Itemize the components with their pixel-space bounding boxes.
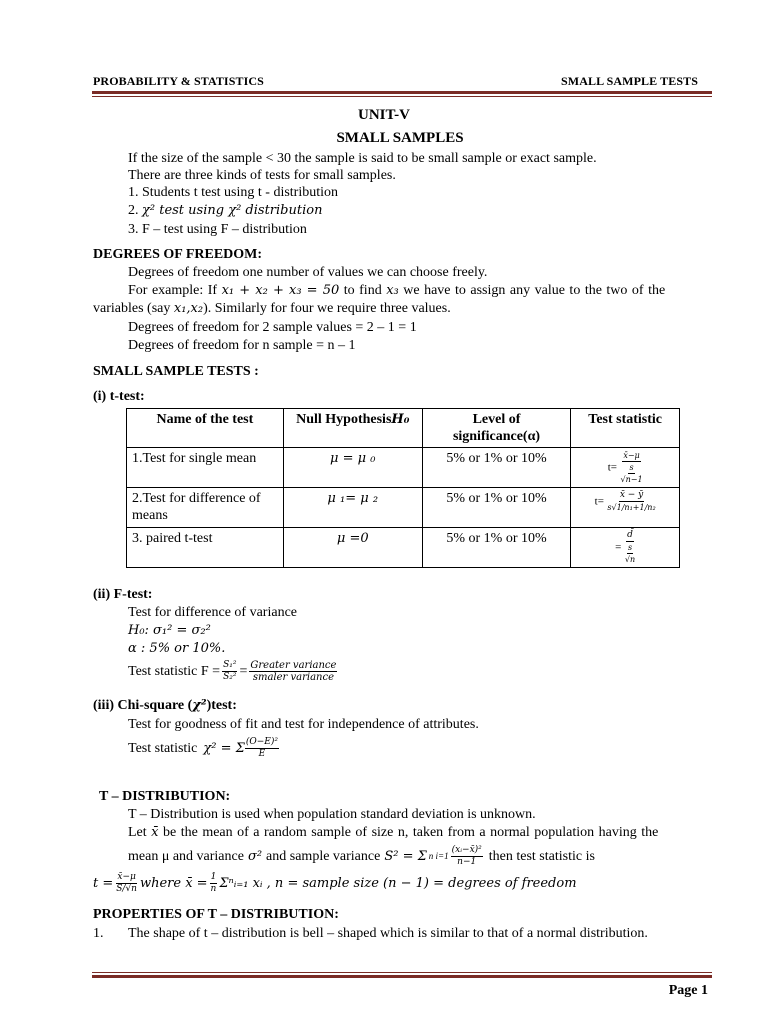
chi-line-1: Test for goodness of fit and test for independence of attributes. (128, 717, 479, 732)
row1-null (283, 448, 422, 488)
header-rule-thin (92, 96, 712, 97)
row2-stat-den-b: 1/n₂ (639, 503, 656, 512)
dof-line-2 (128, 282, 665, 299)
tdist-line-4 (93, 872, 577, 895)
ttest-table (126, 408, 680, 568)
chi-den: E (258, 749, 266, 759)
table-row (127, 528, 680, 568)
table-row (127, 488, 680, 528)
tdist-line-3-m2: S² = Σ (384, 849, 427, 864)
row2-null (283, 488, 422, 528)
dof-line-2-a: For example: If (128, 283, 218, 298)
col-null-label: Null Hypothesis (296, 412, 392, 427)
intro-item-2 (128, 202, 322, 219)
row3-level: 5% or 1% or 10% (422, 528, 571, 568)
chi-heading-b: )test: (206, 698, 237, 713)
ftest-line-2: H₀: σ₁² = σ₂² (128, 623, 211, 638)
row1-stat-inner (621, 462, 643, 485)
ftest-frac-var (249, 660, 337, 683)
chi-heading-math: χ² (192, 698, 207, 713)
tdist-line-3-b: and sample variance (266, 849, 381, 864)
dof-line-3-a: variables (say (93, 301, 171, 316)
row2-stat (571, 488, 680, 528)
ftest-stat: Test statistic F = $\frac{\text{S₁²}}{\text{S₂²}}$ = $\frac{\text{Greater variance}}{\text{smaler variance}}$ (128, 660, 337, 683)
table-row (127, 448, 680, 488)
page-number: Page 1 (668, 983, 708, 998)
row2-stat-den-s: s (607, 503, 612, 512)
footer-rule-thin (92, 972, 712, 973)
col-level: Level of significance(α) (422, 409, 571, 448)
tdist-line-4-onen (210, 872, 218, 895)
dof-line-2-math2: x₃ (386, 283, 399, 298)
section-title: SMALL SAMPLES (336, 130, 464, 146)
row3-stat-frac (625, 530, 635, 565)
tdist-line-3-c: then test statistic is (488, 849, 595, 864)
intro-item-3: 3. F – test using F – distribution (128, 222, 307, 237)
row3-name: 3. paired t-test (127, 528, 284, 568)
tdist-line-4-t: t = (93, 876, 114, 891)
props-heading: PROPERTIES OF T – DISTRIBUTION: (93, 907, 339, 922)
row1-stat-den-top: s (629, 463, 634, 472)
tdist-heading: T – DISTRIBUTION: (99, 789, 231, 804)
ftest-stat-label: Test statistic F = (128, 664, 221, 679)
ftest-s1: S₁² (223, 660, 237, 670)
row1-name: 1.Test for single mean (127, 448, 284, 488)
tdist-line-2 (128, 824, 658, 841)
ttest-heading: (i) t-test: (93, 389, 145, 404)
ftest-heading: (ii) F-test: (93, 587, 153, 602)
row3-stat-den-bot: √n (624, 555, 636, 564)
row2-stat-prefix: t= (594, 495, 604, 508)
row3-stat-den-top: s (627, 543, 633, 552)
tdist-line-3 (128, 845, 595, 868)
tdist-line-3-sum: n i=1 (428, 851, 449, 861)
dof-line-5: Degrees of freedom for n sample = n – 1 (128, 338, 356, 353)
tdist-line-3-m1: σ² (247, 849, 263, 864)
tdist-line-3-frac (451, 845, 483, 868)
ftest-frac-s (222, 660, 237, 683)
row3-stat-num: d̄ (627, 530, 633, 540)
intro-item-1: 1. Students t test using t - distribution (128, 185, 339, 200)
col-null-hypothesis (283, 409, 422, 448)
row1-null-math: μ = μ ₀ (330, 451, 376, 466)
tdist-line-4-onen-num: 1 (210, 872, 217, 882)
table-header-row (127, 409, 680, 448)
dof-line-2-math: x₁ + x₂ + x₃ = 50 (221, 283, 340, 298)
dof-line-2-c: we have to assign any value to the two of the (403, 283, 666, 298)
tdist-line-2-math: x̄ (151, 825, 159, 840)
header-right: SMALL SAMPLE TESTS (561, 74, 698, 88)
header-left: PROBABILITY & STATISTICS (93, 74, 264, 88)
intro-line-1: If the size of the sample < 30 the sample is said to be small sample or exact sample. (128, 151, 597, 166)
tdist-line-4-frac (116, 872, 137, 895)
tdist-line-2-b: be the mean of a random sample of size n, taken from a normal population having the (163, 825, 659, 840)
row3-stat-den (625, 542, 635, 565)
chi-stat-label: Test statistic (128, 741, 198, 756)
dof-line-4: Degrees of freedom for 2 sample values = 2 – 1 = 1 (128, 320, 417, 335)
tdist-line-3-den: n−1 (457, 857, 477, 867)
row2-stat-num: x̄ − ȳ (619, 490, 644, 500)
row2-stat-den: s√1/n₁+1/n₂ (607, 503, 656, 512)
row1-stat-den (621, 462, 643, 485)
tdist-line-4-onen-den: n (210, 884, 217, 894)
tdist-line-3-a: mean μ and variance (128, 849, 244, 864)
col-name-of-test: Name of the test (127, 409, 284, 448)
dof-line-1: Degrees of freedom one number of values we can choose freely. (128, 265, 488, 280)
row3-null-math: μ =0 (336, 531, 369, 546)
dof-heading: DEGREES OF FREEDOM: (93, 247, 263, 262)
header-rule-thick (92, 91, 712, 94)
row1-stat-den-bot: √n−1 (620, 475, 643, 484)
chi-heading (93, 697, 237, 714)
footer-rule-thick (92, 975, 712, 978)
row2-stat-frac (607, 490, 655, 513)
chi-frac (245, 737, 279, 760)
dof-line-3-math: x₁,x₂ (173, 301, 204, 316)
ftest-smaler: smaler variance (252, 672, 334, 683)
ftest-greater: Greater variance (250, 660, 337, 671)
tdist-line-4-num: x̄−μ (117, 872, 136, 882)
dof-line-2-b: to find (343, 283, 382, 298)
tdist-line-2-a: Let (128, 825, 147, 840)
tdist-line-4-den: S/√n (116, 884, 137, 894)
ftest-line-1: Test for difference of variance (128, 605, 297, 620)
intro-line-2: There are three kinds of tests for small samples. (128, 168, 396, 183)
tdist-line-3-num: (xᵢ−x̄)² (451, 845, 482, 855)
chi-num: (O−E)² (245, 737, 278, 747)
row1-stat-num: x̄−μ (623, 451, 640, 460)
row2-stat-den-a: 1/n₁ (616, 503, 633, 512)
row1-level: 5% or 1% or 10% (422, 448, 571, 488)
chi-stat (128, 737, 279, 760)
row3-stat (571, 528, 680, 568)
row3-null (283, 528, 422, 568)
tdist-line-4-rest: where x̄ = (139, 876, 208, 891)
intro-item-2-math: χ² test using χ² distribution (142, 203, 323, 218)
tdist-line-4-tail: Σⁿᵢ₌₁ xᵢ , n = sample size (n − 1) = degrees of freedom (219, 876, 577, 891)
row1-stat-frac (621, 450, 643, 485)
row3-stat-prefix: = (615, 541, 622, 554)
row1-stat (571, 448, 680, 488)
h0-symbol: H₀ (391, 412, 410, 427)
row3-stat-inner (625, 542, 635, 565)
row2-null-math: μ ₁= μ ₂ (327, 491, 379, 506)
sst-heading: SMALL SAMPLE TESTS : (93, 364, 259, 379)
row2-name: 2.Test for difference of means (127, 488, 284, 528)
chi-stat-math: χ² = Σ (203, 741, 245, 756)
unit-title: UNIT-V (358, 107, 410, 123)
props-item-1-text: The shape of t – distribution is bell – shaped which is similar to that of a normal distribution. (128, 926, 648, 941)
col-test-statistic: Test statistic (571, 409, 680, 448)
dof-line-3 (93, 300, 451, 317)
ftest-s2: S₂² (223, 672, 237, 682)
row2-level: 5% or 1% or 10% (422, 488, 571, 528)
intro-item-2-num: 2. (128, 203, 139, 218)
dof-line-3-b: ). Similarly for four we require three values. (203, 301, 451, 316)
tdist-line-1: T – Distribution is used when population standard deviation is unknown. (128, 807, 536, 822)
ftest-line-3: α : 5% or 10%. (128, 641, 226, 656)
props-item-1-num: 1. (93, 926, 104, 941)
chi-heading-a: (iii) Chi-square ( (93, 698, 193, 713)
row1-stat-prefix: t= (607, 461, 618, 474)
